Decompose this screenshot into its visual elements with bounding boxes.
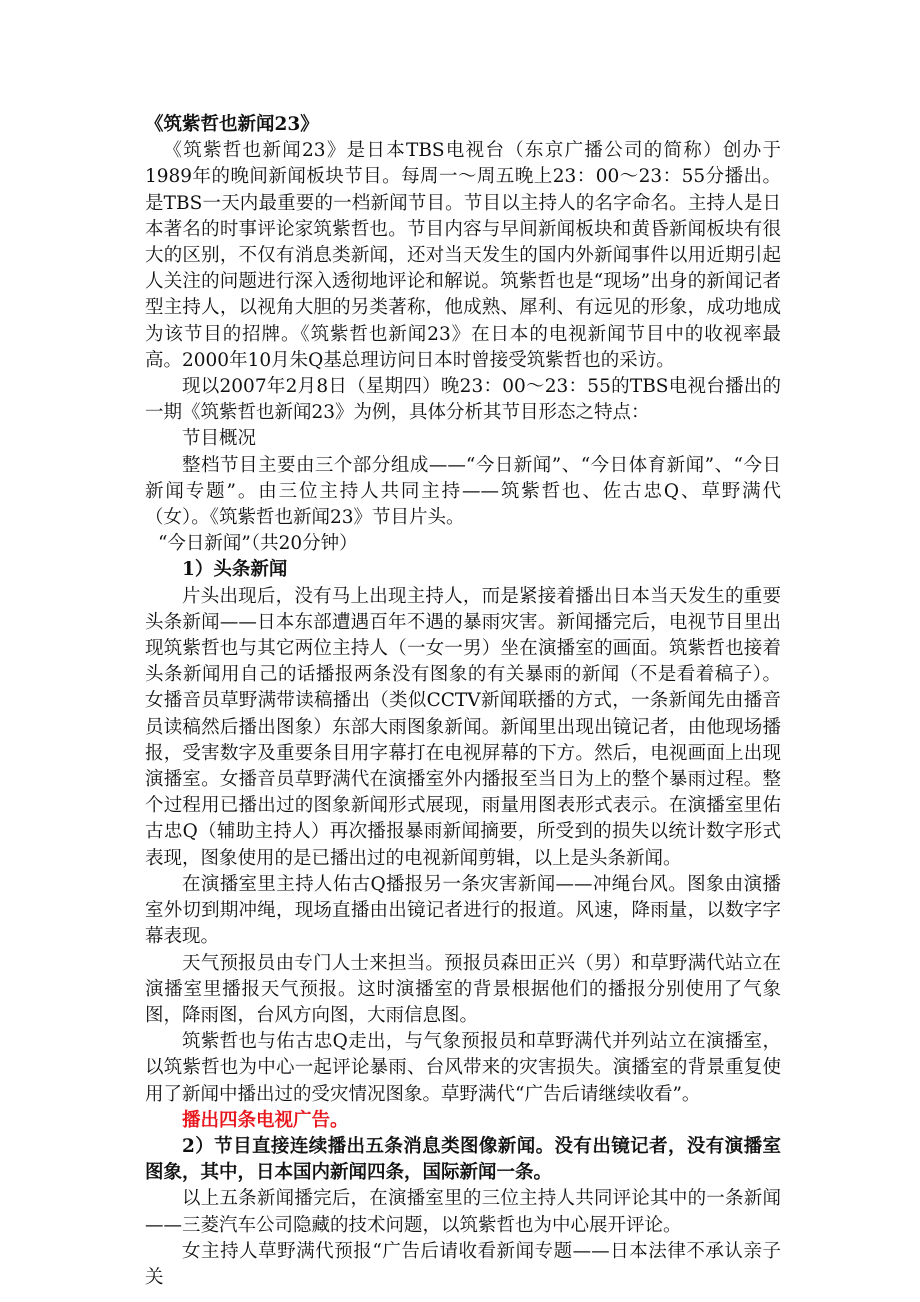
paragraph-weather: 天气预报员由专门人士来担当。预报员森田正兴（男）和草野满代站立在演播室里播报天气预报。这时演播室的背景根据他们的播报分别使用了气象图，降雨图，台风方向图，大雨信息图。 <box>145 952 781 1026</box>
paragraph-mitsubishi: 以上五条新闻播完后，在演播室里的三位主持人共同评论其中的一条新闻——三菱汽车公司隐藏的技术问题，以筑紫哲也为中心展开评论。 <box>145 1188 781 1236</box>
paragraph-example: 现以2007年2月8日（星期四）晚23：00～23：55的TBS电视台播出的一期《筑紫哲也新闻23》为例，具体分析其节目形态之特点： <box>145 376 781 424</box>
document-title: 《筑紫哲也新闻23》 <box>145 114 319 135</box>
section-heading-overview: 节目概况 <box>182 428 257 450</box>
paragraph-overview: 整档节目主要由三个部分组成——“今日新闻”、“今日体育新闻”、“今日新闻专题”。由三位主持人共同主持——筑紫哲也、佐古忠Q、草野满代（女）。《筑紫哲也新闻23》节目片头。 <box>145 454 781 529</box>
paragraph-commentary: 筑紫哲也与佑古忠Q走出，与气象预报员和草野满代并列站立在演播室，以筑紫哲也为中心一起评论暴雨、台风带来的灾害损失。演播室的背景重复使用了新闻中播出过的受灾情况图象。草野满代“广告后请继续收看”。 <box>145 1031 781 1105</box>
paragraph-intro: 《筑紫哲也新闻23》是日本TBS电视台（东京广播公司的简称）创办于1989年的晚间新闻板块节目。每周一～周五晚上23：00～23：55分播出。是TBS一天内最重要的一档新闻节目。节目以主持人的名字命名。主持人是日本著名的时事评论家筑紫哲也。节目内容与早间新闻板块和黄昏新闻板块有很大的区别，不仅有消息类新闻，还对当天发生的国内外新闻事件以用近期引起人关注的问题进行深入透彻地评论和解说。筑紫哲也是“现场”出身的新闻记者型主持人，以视角大胆的另类著称，他成熟、犀利、有远见的形象，成功地成为该节目的招牌。《筑紫哲也新闻23》在日本的电视新闻节目中的收视率最高。2000年10月朱Q基总理访问日本时曾接受筑紫哲也的采访。 <box>145 140 781 371</box>
document-body <box>145 112 781 1291</box>
subheading-headline-news: 1）头条新闻 <box>182 559 288 581</box>
section-heading-today-news: “今日新闻”（共20分钟） <box>157 533 358 555</box>
paragraph-typhoon: 在演播室里主持人佑古Q播报另一条灾害新闻——冲绳台风。图象由演播室外切到期冲绳，现场直播由出镜记者进行的报道。风速，降雨量，以数字字幕表现。 <box>145 873 781 948</box>
paragraph-preview: 女主持人草野满代预报“广告后请收看新闻专题——日本法律不承认亲子关 <box>145 1240 781 1288</box>
paragraph-headline-news: 片头出现后，没有马上出现主持人，而是紧接着播出日本当天发生的重要头条新闻——日本东部遭遇百年不遇的暴雨灾害。新闻播完后，电视节目里出现筑紫哲也与其它两位主持人（一女一男）坐在演播室的画面。筑紫哲也接着头条新闻用自己的话播报两条没有图象的有关暴雨的新闻（不是看着稿子）。女播音员草野满带读稿播出（类似CCTV新闻联播的方式，一条新闻先由播音员读稿然后播出图象）东部大雨图象新闻。新闻里出现出镜记者，由他现场播报，受害数字及重要条目用字幕打在电视屏幕的下方。然后，电视画面上出现演播室。女播音员草野满代在演播室外内播报至当日为上的整个暴雨过程。整个过程用已播出过的图象新闻形式展现，雨量用图表形式表示。在演播室里佑古忠Q（辅助主持人）再次播报暴雨新闻摘要，所受到的损失以统计数字形式表现，图象使用的是已播出过的电视新闻剪辑，以上是头条新闻。 <box>145 585 781 869</box>
commercial-break-note: 播出四条电视广告。 <box>182 1109 349 1131</box>
subheading-five-news: 2）节目直接连续播出五条消息类图像新闻。没有出镜记者，没有演播室图象，其中，日本国内新闻四条，国际新闻一条。 <box>145 1135 781 1184</box>
